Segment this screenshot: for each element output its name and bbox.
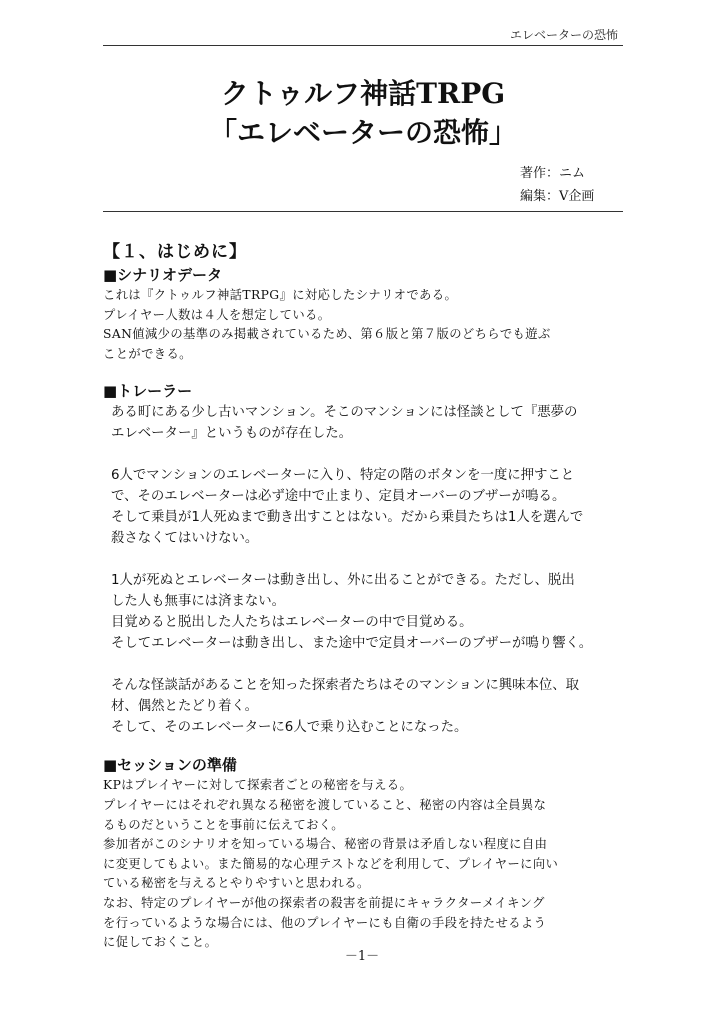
session-prep-heading: ■セッションの準備	[103, 756, 237, 775]
scenario-data-heading: ■シナリオデータ	[103, 266, 223, 284]
session-prep-text: KPはプレイヤーに対して探索者ごとの秘密を与える。 プレイヤーにはそれぞれ異なる秘密を渡していること、秘密の内容は全員異な るものだということを事前に伝えておく。 参加者がこのシナリオを知っている場合、秘密の背景は矛盾しない程度に自由 に変更してもよい。また簡易的な心理テストなどを利用して、プレイヤーに向い ている秘密を与えるとやりやすいと思われる。 なお、特定のプレイヤーが他の探索者の殺害を前提にキャラクターメイキング を行っているような場合には、他のプレイヤーにも自衛の手段を持たせるよう に促しておくこと。	[103, 778, 559, 950]
author-credit: 著作：ニム	[520, 166, 586, 181]
trailer-paragraph: 1人が死ぬとエレベーターは動き出し、外に出ることができる。ただし、脱出 した人も無事には済まない。 目覚めると脱出した人たちはエレベーターの中で目覚める。 そしてエレベーターは動き出し、また途中で定員オーバーのブザーが鳴り響く。	[111, 573, 593, 652]
trailer-block	[103, 402, 633, 738]
document-title-line-1: クトゥルフ神話TRPG	[220, 77, 506, 110]
trailer-paragraph: 6人でマンションのエレベーターに入り、特定の階のボタンを一度に押すこと で、そのエレベーターは必ず途中で止まり、定員オーバーのブザーが鳴る。 そして乗員が1人死ぬまで動き出すことはない。だから乗員たちは1人を選んで 殺さなくてはいけない。	[111, 468, 584, 547]
trailer-paragraph: ある町にある少し古いマンション。そこのマンションには怪談として『悪夢の エレベーター』というものが存在した。	[111, 405, 578, 442]
title-rule	[103, 211, 623, 212]
header-rule	[103, 45, 623, 46]
editor-credit: 編集：V企画	[520, 189, 595, 204]
document-title-line-2: 「エレベーターの恐怖」	[208, 116, 517, 149]
page-number: －1－	[344, 949, 380, 964]
running-header: エレベーターの恐怖	[509, 28, 618, 42]
trailer-paragraph: そんな怪談話があることを知った探索者たちはそのマンションに興味本位、取 材、偶然とたどり着く。 そして、そのエレベーターに6人で乗り込むことになった。	[111, 678, 580, 736]
trailer-heading: ■トレーラー	[103, 382, 193, 401]
chapter-heading: 【１、はじめに】	[103, 242, 247, 262]
scenario-data-text: これは『クトゥルフ神話TRPG』に対応したシナリオである。 プレイヤー人数は４人を想定している。 SAN値減少の基準のみ掲載されているため、第６版と第７版のどちらでも遊ぶ ことができる。	[103, 288, 551, 361]
document-body	[103, 240, 633, 953]
